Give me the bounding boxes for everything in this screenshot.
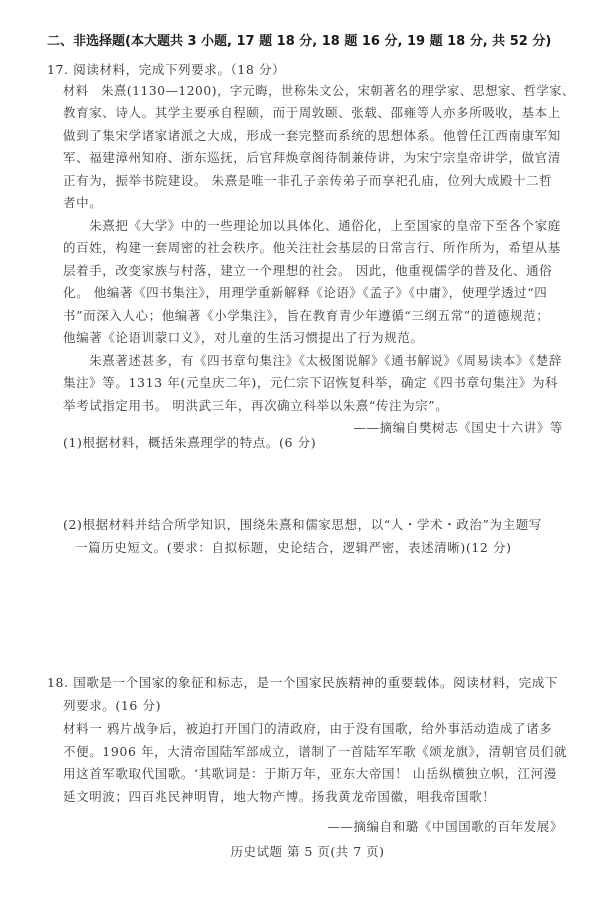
- q18-head: 18. 国歌是一个国家的象征和标志，是一个国家民族精神的重要载体。阅读材料，完成下: [47, 675, 558, 690]
- q17-subquestion-2: (2)根据材料并结合所学知识，围绕朱熹和儒家思想，以“人・学术・政治”为主题写: [63, 517, 542, 532]
- q18-material-line: 不便。1906 年，大清帝国陆军部成立，谱制了一首陆军军歌《颂龙旗》，清朝官员们就: [63, 744, 568, 759]
- q17-material-line: 的百姓，构建一套周密的社会秩序。他关注社会基层的日常言行、所作所为，希望从基: [63, 240, 561, 255]
- page-footer: 历史试题 第 5 页(共 7 页): [230, 844, 385, 859]
- section-title: 二、非选择题(本大题共 3 小题, 17 题 18 分, 18 题 16 分, 19 题 18 分, 共 52 分): [47, 34, 552, 49]
- q17-material-line: 举考试指定用书。 明洪武三年，再次确立科举以朱熹“传注为宗”。: [63, 398, 449, 413]
- q18-material-line: 延文明波；四百兆民神明胄，地大物产博。扬我黄龙帝国徽，唱我帝国歌！: [63, 789, 496, 804]
- q17-material-line: 化。 他编著《四书集注》，用理学重新解释《论语》《孟子》《中庸》，使理学透过“四: [63, 285, 548, 300]
- q17-material-line: 做到了集宋学诸家诸派之大成，形成一套完整而系统的思想体系。他曾任江西南康军知: [63, 128, 561, 143]
- q17-material-line: 者中。: [63, 195, 103, 210]
- q17-subquestion-1: (1)根据材料，概括朱熹理学的特点。(6 分): [63, 435, 317, 450]
- q17-material-line: 正有为，振举书院建设。 朱熹是唯一非孔子亲传弟子而享祀孔庙，位列大成殿十二哲: [63, 173, 553, 188]
- q17-material-line: 朱熹著述甚多，有《四书章句集注》《太极图说解》《通书解说》《周易读本》《楚辞: [63, 353, 563, 368]
- q17-material-line: 军、福建漳州知府、浙东巡抚，后官拜焕章阁待制兼侍讲，为宋宁宗皇帝讲学，做官清: [63, 150, 561, 165]
- q17-material-line: 朱熹把《大学》中的一些理论加以具体化、通俗化，上至国家的皇帝下至各个家庭: [63, 218, 561, 233]
- q17-material-line: 集注》等。1313 年(元皇庆二年)，元仁宗下诏恢复科举，确定《四书章句集注》为科: [63, 375, 559, 390]
- q17-material-line: 教育家、诗人。其学主要承自程颐，而于周敦颐、张载、邵雍等人亦多所吸收，基本上: [63, 105, 561, 120]
- q18-material-line: 用这首军歌取代国歌。‘其歌词是：于斯万年，亚东大帝国！ 山岳纵横独立帜，江河漫: [63, 766, 557, 781]
- q18-material-line: 材料一 鸦片战争后，被迫打开国门的清政府，由于没有国歌，给外事活动造成了诸多: [63, 721, 553, 736]
- q18-source: ——摘编自和璐《中国国歌的百年发展》: [327, 819, 563, 834]
- q18-head-cont: 列要求。(16 分): [63, 698, 162, 713]
- q17-material-line: 层着手，改变家族与村落，建立一个理想的社会。 因此，他重视儒学的普及化、通俗: [63, 263, 553, 278]
- q17-subquestion-2-cont: 一篇历史短文。(要求：自拟标题，史论结合，逻辑严密，表述清晰)(12 分): [75, 540, 512, 555]
- q17-material-line: 书”而深入人心；他编著《小学集注》，旨在教育青少年遵循“三纲五常”的道德规范；: [63, 308, 550, 323]
- q17-material-line: 材料 朱熹(1130—1200)，字元晦，世称朱文公，宋朝著名的理学家、思想家、哲学家、: [63, 83, 575, 98]
- q17-source: ——摘编自樊树志《国史十六讲》等: [353, 420, 563, 435]
- q17-material-line: 他编著《论语训蒙口义》，对儿童的生活习惯提出了行为规范。: [63, 330, 424, 345]
- q17-head: 17. 阅读材料，完成下列要求。（18 分）: [47, 62, 286, 77]
